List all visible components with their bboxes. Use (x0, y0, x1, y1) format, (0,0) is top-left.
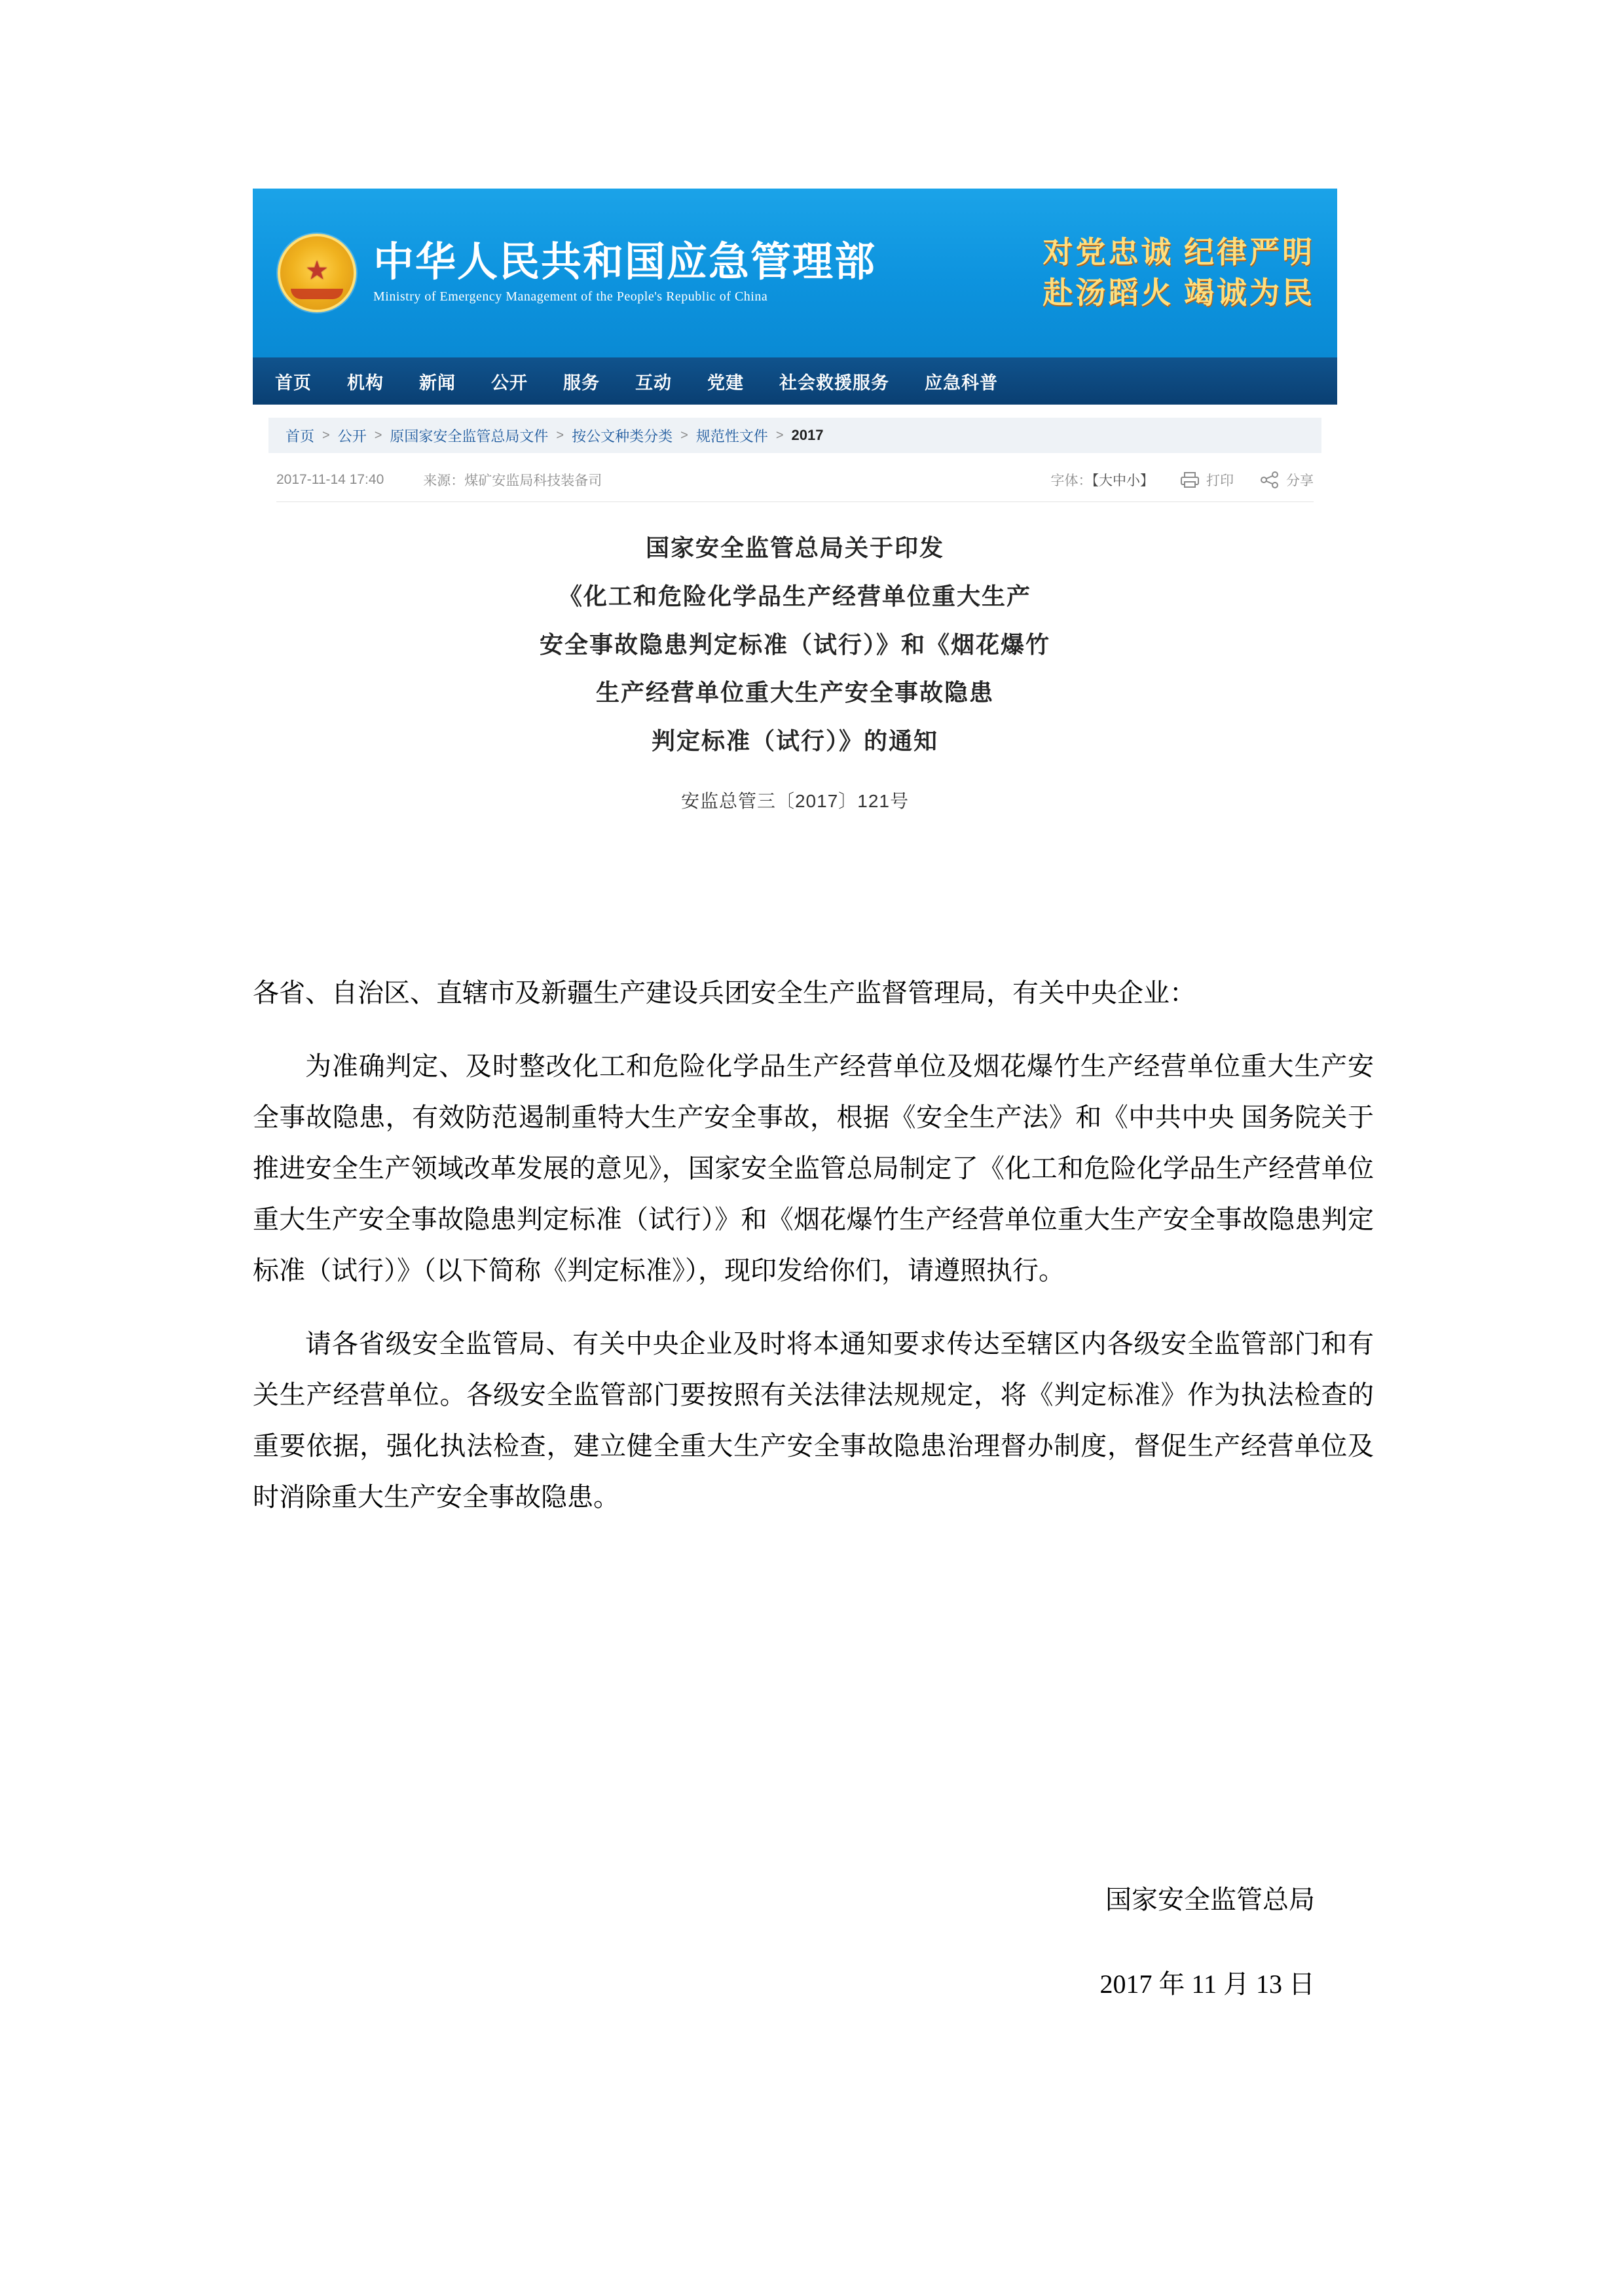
site-title-en: Ministry of Emergency Management of the People's Republic of China (373, 289, 768, 304)
breadcrumb-item-open[interactable]: 公开 (337, 428, 367, 445)
article-source: 来源：煤矿安监局科技装备司 (423, 473, 602, 488)
breadcrumb-item-by-doc-type[interactable]: 按公文种类分类 (572, 428, 673, 445)
main-nav[interactable] (253, 357, 1337, 405)
site-banner (253, 189, 1337, 357)
breadcrumb-item-home[interactable]: 首页 (286, 428, 315, 445)
nav-item-party[interactable]: 党建 (707, 373, 744, 393)
document-body (253, 968, 1374, 1545)
print-button[interactable] (1180, 470, 1234, 490)
breadcrumb-item-saws-docs[interactable]: 原国家安全监管总局文件 (390, 428, 549, 445)
breadcrumb-current-year: 2017 (791, 427, 824, 443)
breadcrumb-separator-icon: > (322, 428, 330, 443)
title-line-5: 判定标准（试行）》的通知 (651, 728, 938, 755)
nav-item-news[interactable]: 新闻 (419, 373, 456, 393)
breadcrumb[interactable] (268, 418, 1321, 453)
breadcrumb-separator-icon: > (680, 428, 688, 443)
document-signature-block (253, 1879, 1374, 2001)
breadcrumb-wrap (253, 405, 1337, 453)
share-icon (1260, 471, 1280, 488)
nav-item-rescue-service[interactable]: 社会救援服务 (779, 373, 889, 393)
nav-item-interaction[interactable]: 互动 (635, 373, 672, 393)
document-number: 安监总管三〔2017〕121号 (680, 790, 909, 811)
site-title-cn: 中华人民共和国应急管理部 (373, 240, 877, 285)
breadcrumb-separator-icon: > (775, 428, 784, 443)
breadcrumb-separator-icon: > (374, 428, 382, 443)
publish-datetime: 2017-11-14 17:40 (276, 472, 384, 487)
title-line-4: 生产经营单位重大生产安全事故隐患 (595, 680, 994, 706)
nav-item-open[interactable]: 公开 (491, 373, 528, 393)
issue-date: 2017 年 11 月 13 日 (1099, 1969, 1315, 1999)
salutation: 各省、自治区、直辖市及新疆生产建设兵团安全生产监督管理局，有关中央企业： (253, 978, 1196, 1008)
nav-item-service[interactable]: 服务 (563, 373, 600, 393)
print-label: 打印 (1206, 473, 1234, 488)
title-line-3: 安全事故隐患判定标准（试行）》和《烟花爆竹 (539, 631, 1050, 658)
issuing-authority: 国家安全监管总局 (1105, 1885, 1315, 1914)
breadcrumb-item-normative-docs[interactable]: 规范性文件 (695, 428, 768, 445)
nav-item-org[interactable]: 机构 (347, 373, 384, 393)
title-line-2: 《化工和危险化学品生产经营单位重大生产 (558, 583, 1031, 610)
website-screenshot (253, 189, 1337, 837)
slogan-line-2: 赴汤蹈火 竭诚为民 (1043, 276, 1315, 310)
share-label: 分享 (1286, 473, 1314, 488)
title-line-1: 国家安全监管总局关于印发 (645, 535, 944, 561)
font-size-control[interactable] (1051, 470, 1154, 490)
nav-item-emergency-science[interactable]: 应急科普 (925, 373, 998, 393)
breadcrumb-separator-icon: > (556, 428, 564, 443)
national-emblem-icon (278, 234, 356, 312)
article-meta (253, 453, 1337, 501)
document-title (253, 502, 1337, 773)
banner-slogan (1043, 232, 1316, 314)
paragraph-1: 为准确判定、及时整改化工和危险化学品生产经营单位及烟花爆竹生产经营单位重大生产安全事故隐患，有效防范遏制重特大生产安全事故，根据《安全生产法》和《中共中央 国务院关于推进安全生产领域改革发展的意见》，国家安全监管总局制定了《化工和危险化学品生产经营单位重大生产安全事故隐患判定标准（试行）》和《烟花爆竹生产经营单位重大生产安全事故隐患判定标准（试行）》（以下简称《判定标准》），现印发给你们，请遵照执行。 (253, 1051, 1374, 1285)
share-button[interactable] (1260, 470, 1314, 490)
printer-icon (1180, 471, 1200, 488)
font-size-options[interactable]: 【大中小】 (1092, 473, 1154, 488)
paragraph-2: 请各省级安全监管局、有关中央企业及时将本通知要求传达至辖区内各级安全监管部门和有关生产经营单位。各级安全监管部门要按照有关法律法规规定，将《判定标准》作为执法检查的重要依据，强化执法检查，建立健全重大生产安全事故隐患治理督办制度，督促生产经营单位及时消除重大生产安全事故隐患。 (253, 1329, 1374, 1512)
font-size-label: 字体： (1050, 473, 1092, 488)
nav-item-home[interactable]: 首页 (275, 373, 312, 393)
slogan-line-1: 对党忠诚 纪律严明 (1043, 235, 1315, 269)
